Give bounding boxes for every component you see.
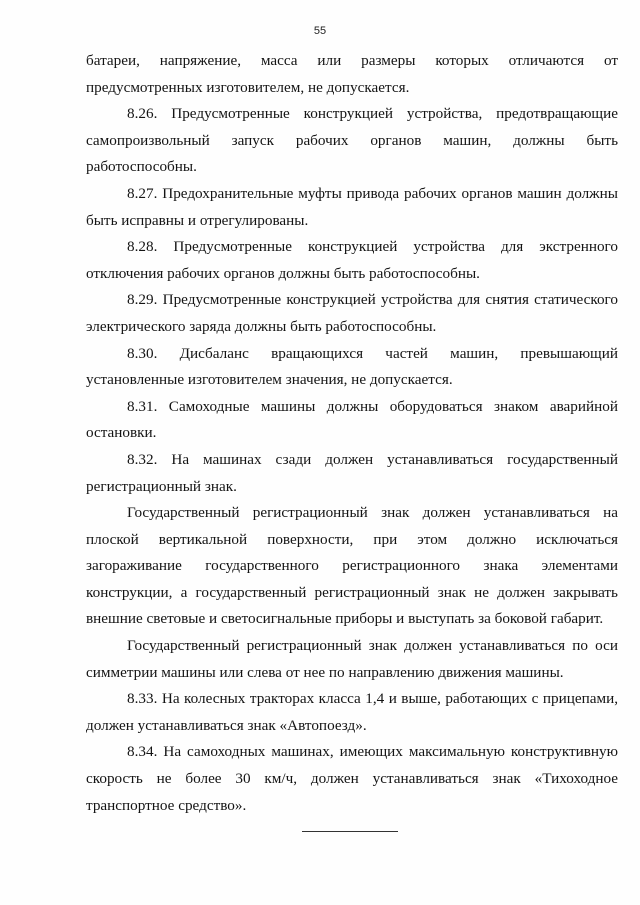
paragraph-8-34: 8.34. На самоходных машинах, имеющих максимальную конструктивную скорость не более 30 км/ч, должен устанавливаться знак «Тихоходное транспортное средство».: [86, 743, 618, 814]
paragraph-continuation: батареи, напряжение, масса или размеры которых отличаются от предусмотренных изготовителем, не допускается.: [86, 52, 618, 96]
paragraph-8-26: 8.26. Предусмотренные конструкцией устройства, предотвращающие самопроизвольный запуск рабочих органов машин, должны быть работоспособны.: [86, 105, 618, 176]
paragraph-8-30: 8.30. Дисбаланс вращающихся частей машин, превышающий установленные изготовителем значения, не допускается.: [86, 344, 618, 389]
paragraph-8-32-axis: Государственный регистрационный знак должен устанавливаться по оси симметрии машины или слева от нее по направлению движения машины.: [86, 637, 618, 681]
page-number: 55: [313, 25, 327, 37]
paragraph-8-32-placement: Государственный регистрационный знак должен устанавливаться на плоской вертикальной поверхности, при этом должно исключаться загораживание государственного регистрационного знака элементами конструкции, а государственный регистрационный знак не должен закрывать внешние световые и светосигнальные приборы и выступать за боковой габарит.: [86, 504, 618, 628]
paragraph-8-28: 8.28. Предусмотренные конструкцией устройства для экстренного отключения рабочих органов должны быть работоспособны.: [86, 238, 618, 282]
paragraph-8-29: 8.29. Предусмотренные конструкцией устройства для снятия статического электрического заряда должны быть работоспособны.: [86, 291, 618, 335]
paragraph-8-31: 8.31. Самоходные машины должны оборудоваться знаком аварийной остановки.: [86, 397, 618, 442]
closing-rule: [302, 831, 398, 832]
paragraph-8-33: 8.33. На колесных тракторах класса 1,4 и выше, работающих с прицепами, должен устанавливаться знак «Автопоезд».: [86, 690, 618, 734]
paragraph-8-27: 8.27. Предохранительные муфты привода рабочих органов машин должны быть исправны и отрегулированы.: [86, 184, 618, 229]
document-body: [86, 48, 618, 819]
paragraph-8-32: 8.32. На машинах сзади должен устанавливаться государственный регистрационный знак.: [86, 450, 618, 495]
